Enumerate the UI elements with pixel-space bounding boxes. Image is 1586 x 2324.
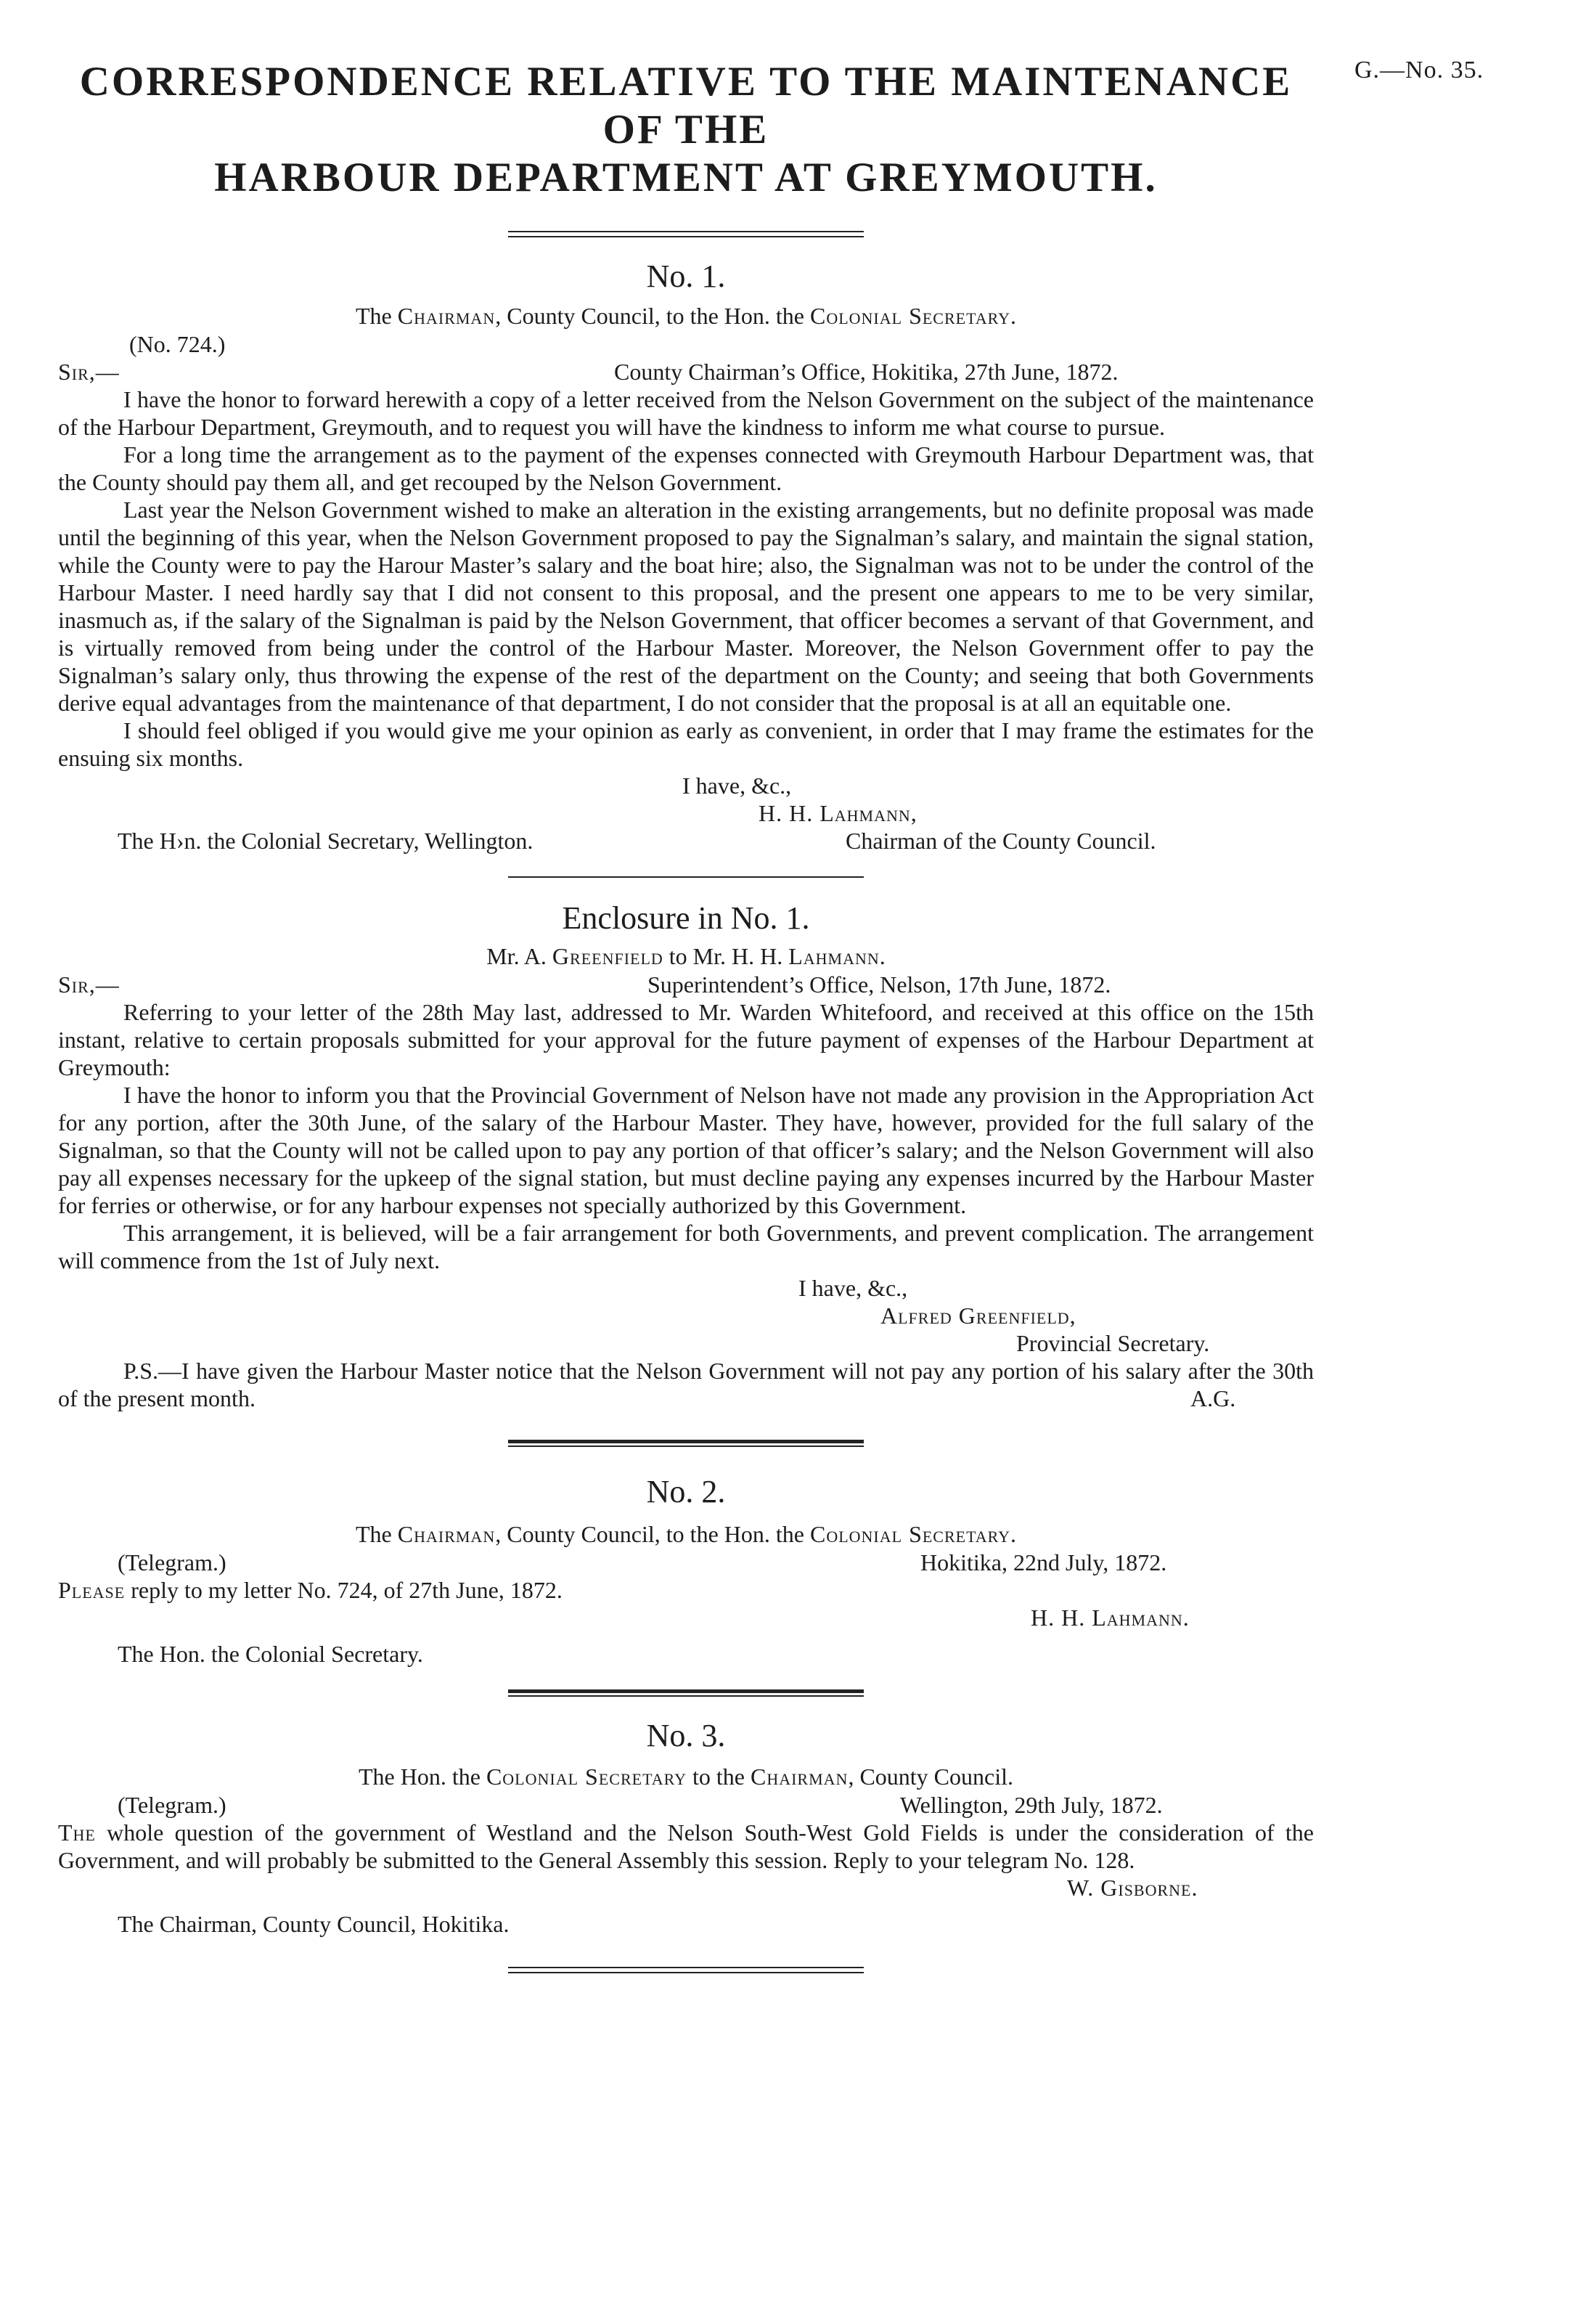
signature-block (58, 827, 1314, 855)
postscript: P.S.—I have given the Harbour Master notice that the Nelson Government will not pay any portion of his salary after the 30th of the present month. (58, 1358, 1314, 1411)
paragraph: For a long time the arrangement as to the payment of the expenses connected with Greymouth Harbour Department was, that the County should pay them all, and get recouped by the Nelson Government. (58, 441, 1314, 495)
section-divider (508, 1440, 864, 1447)
title-line-2: HARBOUR DEPARTMENT AT GREYMOUTH. (214, 155, 1158, 200)
telegram-label: (Telegram.) (118, 1792, 226, 1818)
paragraph: This arrangement, it is believed, will be a fair arrangement for both Governments, and prevent complication. The arrangement will commence from the 1st of July next. (58, 1220, 1314, 1273)
addressee: The Hon. the Colonial Secretary. (118, 1641, 423, 1667)
telegram-header-no3 (58, 1791, 1314, 1819)
title-divider (508, 231, 864, 237)
signature: W. Gisborne. (1067, 1875, 1198, 1901)
document-page (58, 44, 1314, 1973)
signature: Alfred Greenfield, (880, 1302, 1076, 1329)
telegram-label: (Telegram.) (118, 1549, 226, 1575)
signature-title: Provincial Secretary. (1016, 1330, 1210, 1356)
paragraph: Referring to your letter of the 28th May last, addressed to Mr. Warden Whitefoord, and received at this office on the 15th instant, relative to certain proposals submitted for your approval for the future payment of expenses of the Harbour Department at Greymouth: (58, 999, 1314, 1080)
section-subheading-no3: The Hon. the Colonial Secretary to the Chairman, County Council. (359, 1764, 1013, 1790)
section-heading-enclosure: Enclosure in No. 1. (562, 900, 810, 936)
end-divider (508, 1967, 864, 1973)
addressee: The Chairman, County Council, Hokitika. (118, 1911, 510, 1937)
closing-line: I have, &c., (682, 772, 792, 799)
document-reference: G.—No. 35. (1354, 57, 1484, 83)
paragraph: I have the honor to forward herewith a copy of a letter received from the Nelson Government on the subject of the maintenance of the Harbour Department, Greymouth, and to request you will have the kindness to inform me what course to pursue. (58, 386, 1314, 440)
letter-header-enclosure (58, 971, 1314, 998)
closing-line: I have, &c., (798, 1275, 908, 1301)
section-heading-no3: No. 3. (646, 1718, 726, 1753)
section-heading-no1: No. 1. (646, 258, 726, 294)
dateline: Superintendent’s Office, Nelson, 17th June, 1872. (647, 971, 1111, 998)
postscript-initials: A.G. (1190, 1385, 1236, 1411)
salutation: Sir,— (58, 971, 120, 998)
signature: H. H. Lahmann, (759, 800, 917, 826)
section-subheading-no1: The Chairman, County Council, to the Hon. the Colonial Secretary. (356, 303, 1016, 329)
section-subheading-enclosure: Mr. A. Greenfield to Mr. H. H. Lahmann. (486, 943, 886, 969)
telegram-body: The whole question of the government of Westland and the Nelson South-West Gold Fields is under the consideration of the Government, and will probably be submitted to the General Assembly this session. Reply to your telegram No. 128. (58, 1819, 1315, 1873)
document-title (58, 58, 1314, 202)
section-subheading-no2: The Chairman, County Council, to the Hon. the Colonial Secretary. (356, 1521, 1016, 1547)
paragraph: I should feel obliged if you would give me your opinion as early as convenient, in order that I may frame the estimates for the ensuing six months. (58, 717, 1314, 771)
telegram-body: Please reply to my letter No. 724, of 27th June, 1872. (58, 1577, 563, 1603)
letter-number: (No. 724.) (129, 331, 226, 357)
section-divider (508, 1689, 864, 1697)
dateline: Wellington, 29th July, 1872. (900, 1792, 1163, 1818)
salutation: Sir,— (58, 359, 120, 385)
letter-header-no1 (58, 358, 1314, 386)
addressee: The H›n. the Colonial Secretary, Wellington. (118, 828, 534, 854)
dateline: Hokitika, 22nd July, 1872. (920, 1549, 1167, 1575)
section-heading-no2: No. 2. (646, 1474, 726, 1509)
paragraph: I have the honor to inform you that the Provincial Government of Nelson have not made any provision in the Appropriation Act for any portion, after the 30th June, of the salary of the Harbour Master. They have, however, provided for the full salary of the Signalman, so that the County will not be called upon to pay any portion of that officer’s salary; and the Nelson Government will also pay all expenses necessary for the upkeep of the signal station, but must decline paying any expenses incurred by the Harbour Master for ferries or otherwise, or for any harbour expenses not specially authorized by this Government. (58, 1082, 1314, 1218)
paragraph: Last year the Nelson Government wished to make an alteration in the existing arrangements, but no definite proposal was made until the beginning of this year, when the Nelson Government proposed to pay the Signalman’s salary, and maintain the signal station, while the County were to pay the Harour Master’s salary and the boat hire; also, the Signalman was not to be under the control of the Harbour Master. I need hardly say that I did not consent to this proposal, and the present one appears to me to be very similar, inasmuch as, if the salary of the Signalman is paid by the Nelson Government, that officer becomes a servant of that Government, and is virtually removed from being under the control of the Harbour Master. Moreover, the Nelson Government offer to pay the Signalman’s salary only, thus throwing the expense of the rest of the department on the County; and seeing that both Governments derive equal advantages from the maintenance of that department, I do not consider that the proposal is at all an equitable one. (58, 497, 1314, 716)
title-line-1: CORRESPONDENCE RELATIVE TO THE MAINTENANCE OF THE (79, 59, 1293, 152)
section-divider (508, 876, 864, 878)
telegram-header-no2 (58, 1549, 1314, 1576)
signature-title: Chairman of the County Council. (846, 828, 1156, 854)
dateline: County Chairman’s Office, Hokitika, 27th June, 1872. (614, 359, 1119, 385)
signature: H. H. Lahmann. (1031, 1605, 1190, 1631)
